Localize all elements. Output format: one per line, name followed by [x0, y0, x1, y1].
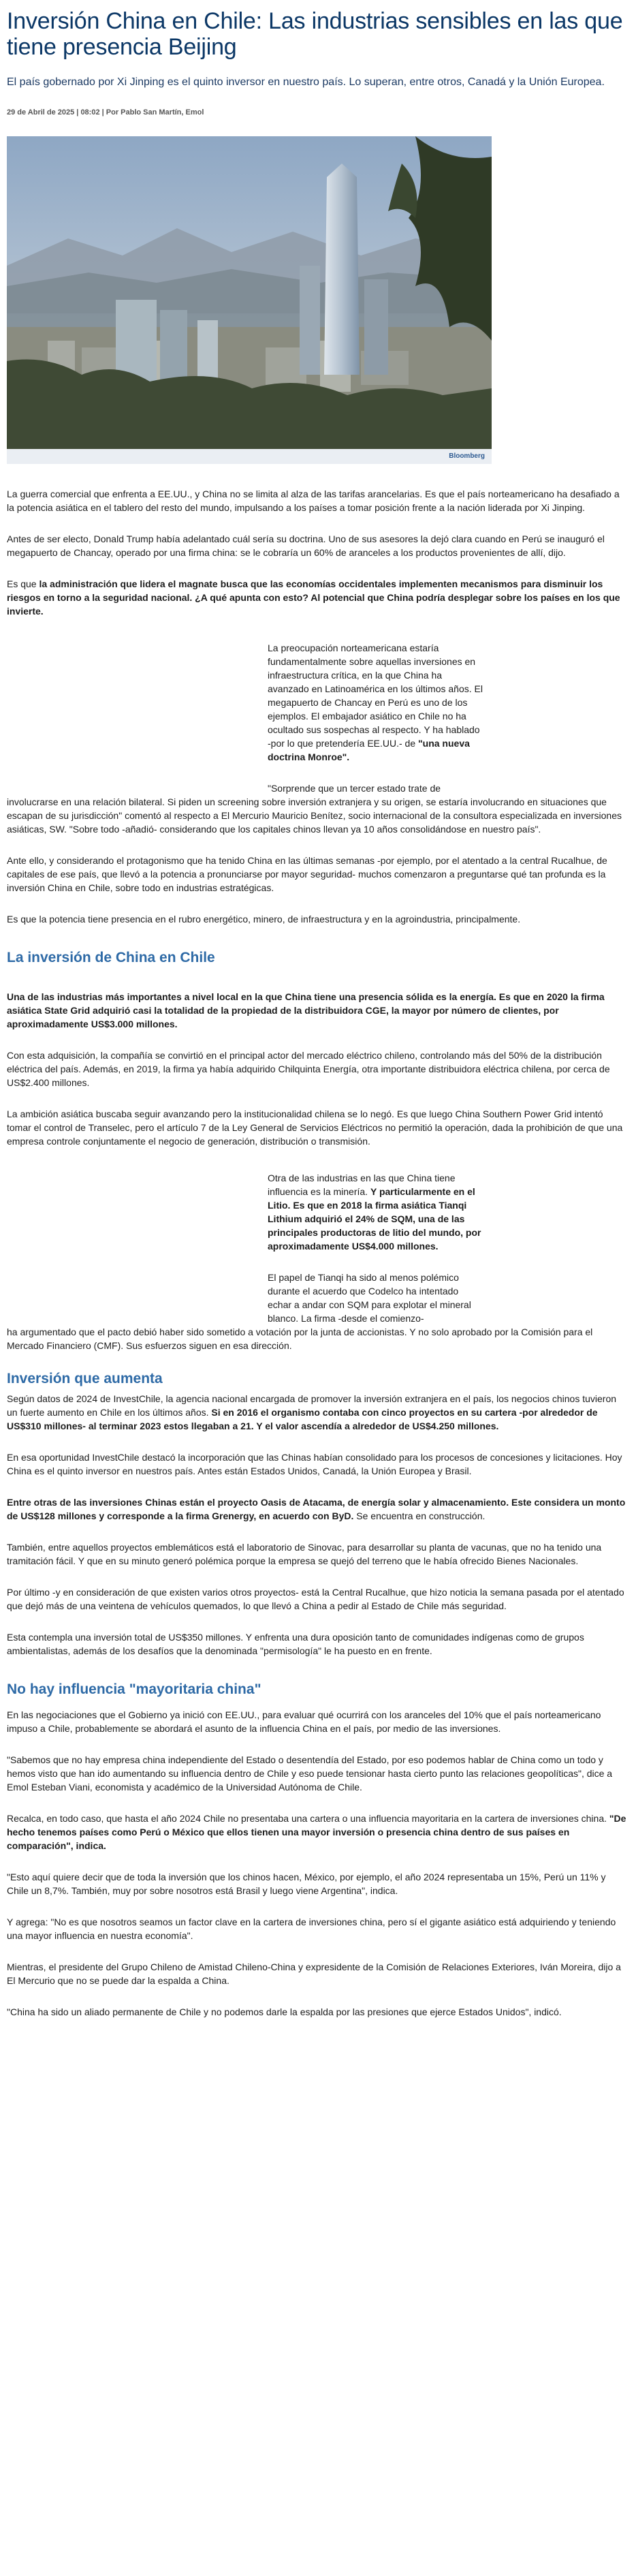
side-column-2: [268, 1171, 483, 1325]
photo-credit: Bloomberg: [449, 452, 485, 460]
paragraph-19-quote: "De hecho tenemos países como Perú o México que ellos tienen una mayor inversión o presencia china dentro de sus países en comparación", indica.: [7, 1813, 626, 1851]
paragraph-21: Y agrega: "No es que nosotros seamos un factor clave en la cartera de inversiones china, pero sí el gigante asiático está adquiriendo y teniendo una mayor influencia en nuestra economía".: [7, 1917, 616, 1941]
paragraph-15: Por último -y en consideración de que existen varios otros proyectos- está la Central Rucalhue, que hizo noticia la semana pasada por el atentado que dejó más de una veintena de vehículos quemados, lo que llevó a China a pedir al Estado de Chile más seguridad.: [7, 1587, 624, 1611]
paragraph-13-emphasis: Entre otras de las inversiones Chinas están el proyecto Oasis de Atacama, de energía solar y almacenamiento. Este considera un monto de US$128 millones y corresponde a la firma Grenergy, en acuerdo con ByD.: [7, 1497, 626, 1521]
paragraph-18: "Sabemos que no hay empresa china independiente del Estado o desentendía del Estado, por eso podemos hablar de China como un todo y hemos visto que han ido aumentando su influencia dentro de Chile y eso puede tensionar hasta cierto punto las relaciones geopolíticas", dice a Emol Esteban Viani, economista y académico de la Universidad Autónoma de Chile.: [7, 1754, 613, 1793]
photo-credit-bar: [7, 449, 492, 464]
article-title: Inversión China en Chile: Las industrias sensibles en las que tiene presencia Beijing: [7, 8, 623, 60]
paragraph-3-lead: Es que: [7, 578, 39, 589]
paragraph-11-emphasis: Si en 2016 el organismo contaba con cinco proyectos en su cartera -por alrededor de US$310 millones- al terminar 2023 estos llegaban a 21. Y el valor ascendía a alrededor de US$4.250 millones.: [7, 1407, 598, 1431]
paragraph-16: Esta contempla una inversión total de US$350 millones. Y enfrenta una dura oposición tanto de comunidades indígenas como de grupos ambientalistas, además de los desafíos que la denominada "permisología" le ha puesto en en frente.: [7, 1632, 584, 1656]
side-paragraph-1-quote: "una nueva doctrina Monroe".: [268, 738, 470, 762]
section-heading-3: No hay influencia "mayoritaria china": [7, 1681, 261, 1697]
paragraph-11-lead: Según datos de 2024 de InvestChile, la agencia nacional encargada de promover la inversión extranjera en el país, los negocios chinos tuvieron un fuerte aumento en Chile en los últimos años.: [7, 1393, 617, 1418]
city-skyline-photo: [7, 136, 492, 449]
paragraph-23: "China ha sido un aliado permanente de Chile y no podemos darle la espalda por las presiones que ejerce Estados Unidos", indicó.: [7, 2006, 562, 2017]
paragraph-6: Es que la potencia tiene presencia en el rubro energético, minero, de infraestructura y en la agroindustria, principalmente.: [7, 914, 521, 925]
hero-photo: [7, 136, 492, 449]
article-subtitle: El país gobernado por Xi Jinping es el quinto inversor en nuestro país. Lo superan, entre otros, Canadá y la Unión Europea.: [7, 76, 605, 88]
paragraph-2: Antes de ser electo, Donald Trump había adelantado cuál sería su doctrina. Uno de sus asesores la dejó clara cuando en Perú se inauguró el megapuerto de Chancay, operado por una firma china: se le cobraría un 60% de aranceles a los productos provenientes de allí, dijo.: [7, 533, 605, 558]
paragraph-11: [7, 1392, 629, 1433]
paragraph-17: En las negociaciones que el Gobierno ya inició con EE.UU., para evaluar qué ocurrirá con los aranceles del 10% que el país norteamericano impuso a Chile, probablemente se abordará el asunto de la influencia China en el país, por medio de las inversiones.: [7, 1709, 601, 1734]
side-paragraph-3-emphasis: Y particularmente en el Litio. Es que en 2018 la firma asiática Tianqi Lithium adquirió el 24% de SQM, una de las principales productoras de litio del mundo, por aproximadamente US$4.000 millones.: [268, 1186, 481, 1252]
side-paragraph-2: "Sorprende que un tercer estado trate de: [268, 783, 441, 794]
paragraph-8: Con esta adquisición, la compañía se convirtió en el principal actor del mercado eléctrico chileno, controlando más del 50% de la distribución eléctrica del país. Además, en 2019, la firma ya había adquirido Chilquinta Energía, otra importante distribuidora eléctrica chilena, por cerca de US$2.400 millones.: [7, 1050, 610, 1088]
paragraph-14: También, entre aquellos proyectos emblemáticos está el laboratorio de Sinovac, para desarrollar su planta de vacunas, que no ha tenido una tramitación fácil. Y que en su minuto generó polémica porque la empresa se quejó del terreno que le había ofrecido Bienes Nacionales.: [7, 1542, 602, 1566]
paragraph-19-lead: Recalca, en todo caso, que hasta el año 2024 Chile no presentaba una cartera o una influencia mayoritaria en la cartera de inversiones china.: [7, 1813, 609, 1824]
paragraph-5: Ante ello, y considerando el protagonismo que ha tenido China en las últimas semanas -por ejemplo, por el atentado a la central Rucalhue, de capitales de ese país, que llevó a la potencia a pronunciarse por mayor seguridad- muchos comenzaron a preguntarse qué tan profunda es la inversión China en Chile, sobre todo en industrias estratégicas.: [7, 855, 607, 893]
section-heading-1: La inversión de China en Chile: [7, 950, 215, 965]
side-paragraph-3-lead: Otra de las industrias en las que China tiene influencia es la minería.: [268, 1173, 456, 1197]
paragraph-12: En esa oportunidad InvestChile destacó la incorporación que las Chinas habían consolidado para los procesos de concesiones y licitaciones. Hoy China es el quinto inversor en nuestros país. Antes están Estados Unidos, Canadá, la Unión Europea y Brasil.: [7, 1452, 622, 1476]
side-paragraph-3: [268, 1171, 483, 1253]
side-paragraph-4: El papel de Tianqi ha sido al menos polémico durante el acuerdo que Codelco ha intentado echar a andar con SQM para explotar el mineral blanco. La firma -desde el comienzo-: [268, 1272, 471, 1324]
paragraph-3-emphasis: la administración que lidera el magnate busca que las economías occidentales implementen mecanismos para disminuir los riesgos en torno a la seguridad nacional. ¿A qué apunta con esto? Al potencial que China podría desplegar sobre los países en los que invierte.: [7, 578, 620, 617]
section-heading-2: Inversión que aumenta: [7, 1371, 163, 1386]
paragraph-20: "Esto aquí quiere decir que de toda la inversión que los chinos hacen, México, por ejemplo, el año 2024 representaba un 15%, Perú un 11% y Chile un 8,7%. También, muy por sobre nosotros está Brasil y luego viene Argentina", indica.: [7, 1872, 606, 1896]
paragraph-7: Una de las industrias más importantes a nivel local en la que China tiene una presencia sólida es la energía. Es que en 2020 la firma asiática State Grid adquirió casi la totalidad de la propiedad de la distribuidora CGE, la mayor por número de clientes, por aproximadamente US$3.000 millones.: [7, 991, 605, 1029]
paragraph-4: involucrarse en una relación bilateral. Si piden un screening sobre inversión extranjera y su origen, se estaría involucrando en situaciones que escapan de su jurisdicción" comentó al respecto a El Mercurio Mauricio Benítez, socio internacional de la consultora especializada en inversiones asiáticas, SW. "Sobre todo -añadió- considerando que los capitales chinos llevan ya 10 años consolidándose en nuestro país".: [7, 796, 622, 835]
paragraph-13: [7, 1495, 629, 1523]
paragraph-22: Mientras, el presidente del Grupo Chileno de Amistad Chileno-China y expresidente de la Comisión de Relaciones Exteriores, Iván Moreira, dijo a El Mercurio que no se puede dar la espalda a China.: [7, 1961, 621, 1986]
paragraph-13-tail: Se encuentra en construcción.: [353, 1510, 486, 1521]
side-paragraph-1-text: La preocupación norteamericana estaría fundamentalmente sobre aquellas inversiones en infraestructura crítica, en la que China ha avanzado en Latinoamérica en los últimos años. El megapuerto de Chancay en Perú es uno de los ejemplos. El embajador asiático en Chile no ha ocultado sus sospechas al respecto. Y ha hablado -por lo que pretendería EE.UU.- de: [268, 642, 483, 749]
article-byline: 29 de Abril de 2025 | 08:02 | Por Pablo San Martín, Emol: [7, 108, 204, 117]
side-paragraph-1: [268, 641, 483, 764]
paragraph-3: [7, 577, 629, 618]
side-column-1: [268, 641, 483, 795]
paragraph-10: ha argumentado que el pacto debió haber sido sometido a votación por la junta de accionistas. Y no solo aprobado por la Comisión para el Mercado Financiero (CMF). Sus esfuerzos siguen en esa dirección.: [7, 1326, 593, 1351]
paragraph-9: La ambición asiática buscaba seguir avanzando pero la institucionalidad chilena se lo negó. Es que luego China Southern Power Grid intentó tomar el control de Transelec, pero el artículo 7 de la Ley General de Servicios Eléctricos no permitió la operación, dada la prohibición de que una empresa controle conjuntamente el negocio de generación, distribución o transmisión.: [7, 1108, 623, 1147]
paragraph-1: La guerra comercial que enfrenta a EE.UU., y China no se limita al alza de las tarifas arancelarias. Es que el país norteamericano ha desafiado a la potencia asiática en el tablero del resto del mundo, impulsando a los países a tomar posición frente a la nación liderada por Xi Jinping.: [7, 488, 620, 513]
paragraph-19: [7, 1812, 629, 1852]
